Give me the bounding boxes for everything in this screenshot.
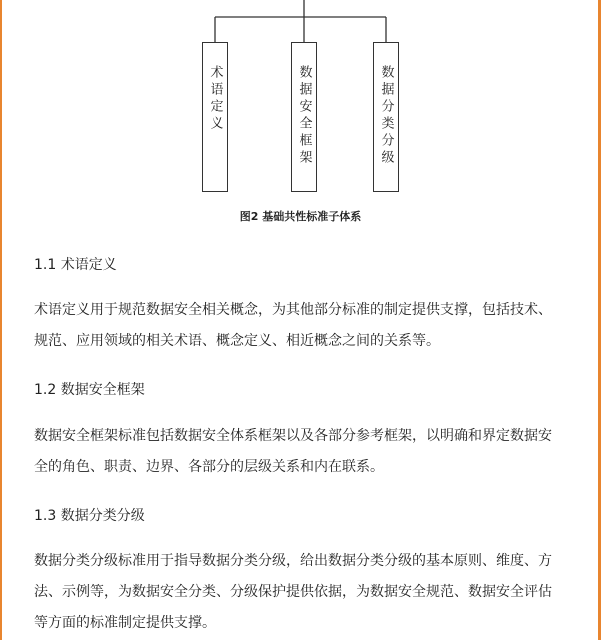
figure-caption: 图2 基础共性标准子体系 <box>239 210 362 223</box>
section-heading: 1.3 数据分类分级 <box>34 508 145 524</box>
section-paragraph: 数据分类分级标准用于指导数据分类分级，给出数据分类分级的基本原则、维度、方法、示例等，为数据安全分类、分级保护提供依据，为数据安全规范、数据安全评估等方面的标准制定提供支撑。 <box>34 553 552 631</box>
standards-tree-diagram <box>0 0 601 200</box>
diagram-box-classification <box>373 42 399 192</box>
section-paragraph: 数据安全框架标准包括数据安全体系框架以及各部分参考框架，以明确和界定数据安全的角色、职责、边界、各部分的层级关系和内在联系。 <box>34 428 552 475</box>
section-paragraph: 术语定义用于规范数据安全相关概念，为其他部分标准的制定提供支撑，包括技术、规范、应用领域的相关术语、概念定义、相近概念之间的关系等。 <box>34 302 552 349</box>
section-heading: 1.2 数据安全框架 <box>34 382 145 398</box>
box-label: 术语定义 <box>207 65 223 133</box>
diagram-box-framework <box>291 42 317 192</box>
box-label: 数据分类分级 <box>378 65 394 167</box>
section-heading: 1.1 术语定义 <box>34 257 117 273</box>
box-label: 数据安全框架 <box>296 65 312 167</box>
diagram-box-terminology <box>202 42 228 192</box>
